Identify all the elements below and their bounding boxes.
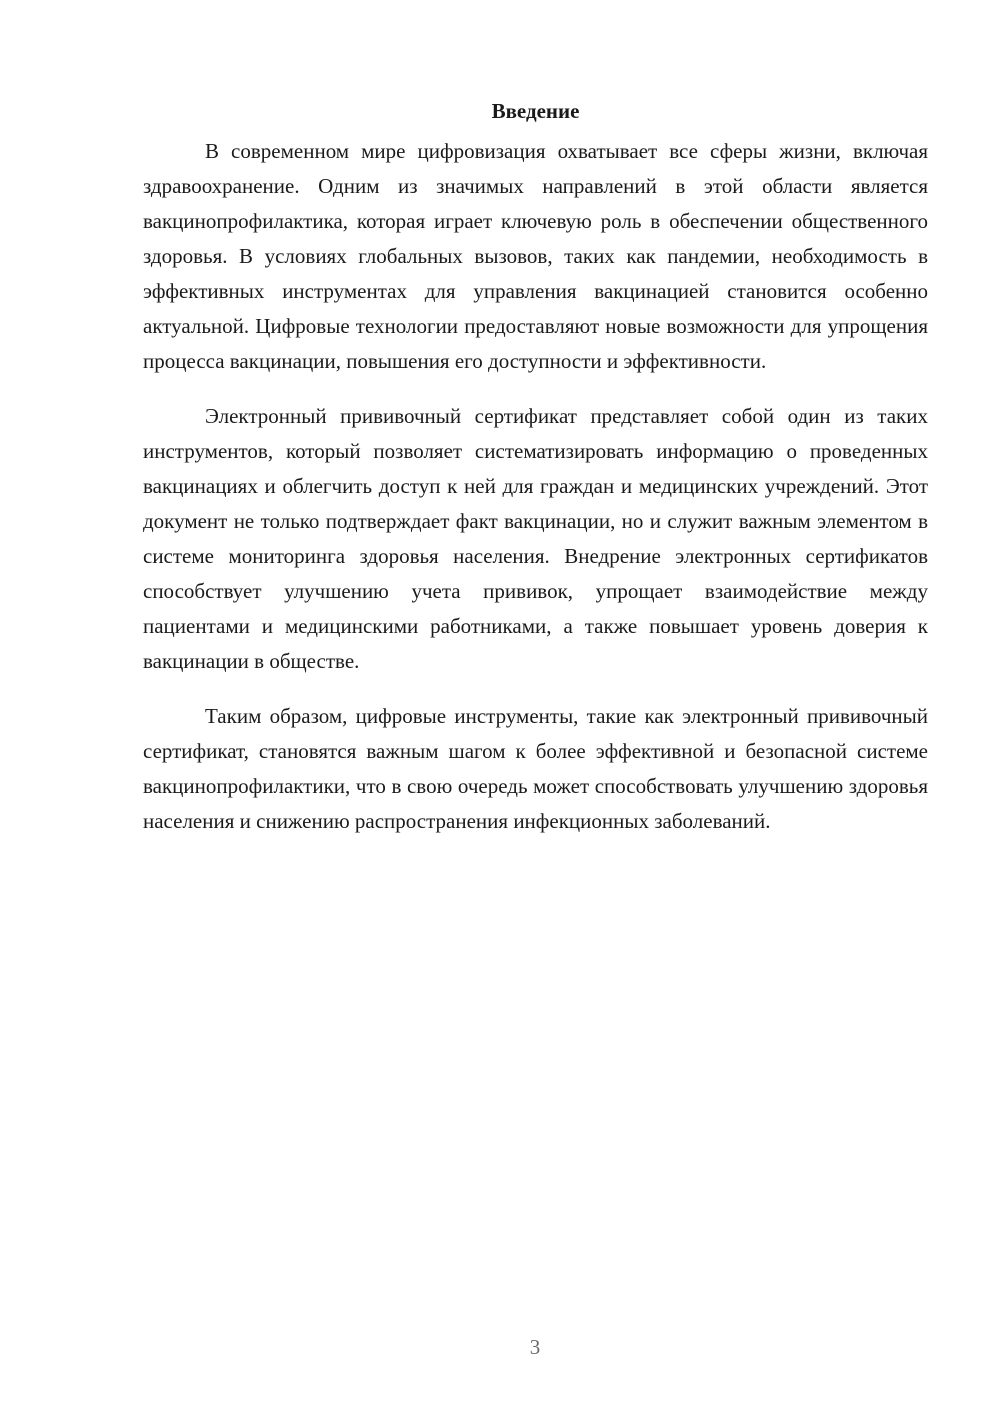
paragraph-conclusion: Таким образом, цифровые инструменты, такие как электронный прививочный сертификат, становятся важным шагом к более эффективной и безопасной системе вакцинопрофилактики, что в свою очередь может способствовать улучшению здоровья населения и снижению распространения инфекционных заболеваний. (143, 704, 928, 833)
paragraph-intro: В современном мире цифровизация охватывает все сферы жизни, включая здравоохранение. Одним из значимых направлений в этой области является вакцинопрофилактика, которая играет ключевую роль в обеспечении общественного здоровья. В условиях глобальных вызовов, таких как пандемии, необходимость в эффективных инструментах для управления вакцинацией становится особенно актуальной. Цифровые технологии предоставляют новые возможности для упрощения процесса вакцинации, повышения его доступности и эффективности. (143, 139, 928, 373)
paragraph-certificate: Электронный прививочный сертификат представляет собой один из таких инструментов, который позволяет систематизировать информацию о проведенных вакцинациях и облегчить доступ к ней для граждан и медицинских учреждений. Этот документ не только подтверждает факт вакцинации, но и служит важным элементом в системе мониторинга здоровья населения. Внедрение электронных сертификатов способствует улучшению учета прививок, упрощает взаимодействие между пациентами и медицинскими работниками, а также повышает уровень доверия к вакцинации в обществе. (143, 404, 928, 673)
section-heading: Введение (491, 99, 580, 123)
page-content (143, 96, 928, 839)
page-number: 3 (529, 1335, 541, 1359)
